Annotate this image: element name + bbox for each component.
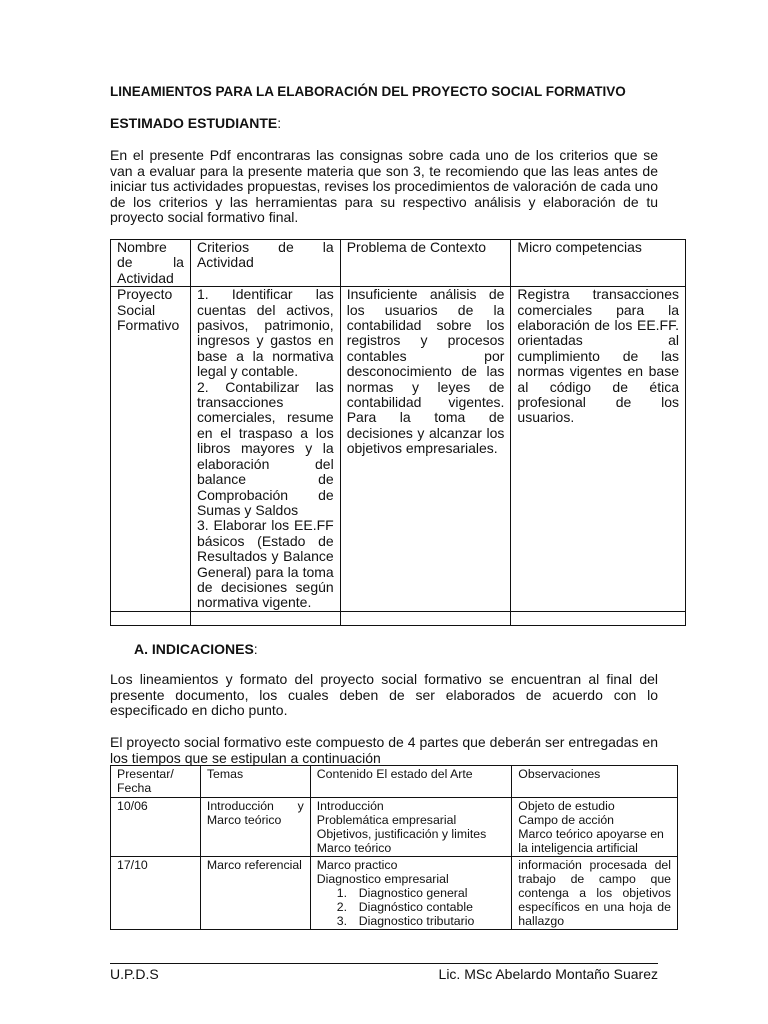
footer-divider <box>110 963 658 964</box>
content-line: Marco teórico <box>316 841 392 855</box>
guidelines-paragraph: Los lineamientos y formato del proyecto social formativo se encuentran al final del presente documento, los cuales deben de ser elaborados de acuerdo con lo especificado en dicho punto. <box>110 671 658 718</box>
observation-line: Objeto de estudio <box>518 799 615 813</box>
cell-topic: Introducción y Marco teórico <box>200 798 310 857</box>
greeting <box>110 115 281 131</box>
empty-cell <box>111 611 191 625</box>
content-line: Objetivos, justificación y limites <box>316 827 487 841</box>
item-text: Diagnostico general <box>358 886 468 900</box>
cell-topic: Marco referencial <box>200 857 310 930</box>
content-line: Problemática empresarial <box>316 813 457 827</box>
cell-criteria <box>190 287 340 612</box>
item-text: Diagnóstico contable <box>358 900 473 914</box>
cell-date: 10/06 <box>111 798 201 857</box>
parts-paragraph: El proyecto social formativo este compuesto de 4 partes que deberán ser entregadas en los tiempos que se estipulan a continuación <box>110 734 658 766</box>
observation-line: Campo de acción <box>518 813 614 827</box>
intro-paragraph: En el presente Pdf encontraras las consignas sobre cada uno de los criterios que se van a evaluar para la presente materia que son 3, te recomiendo que las leas antes de iniciar tus actividades propuestas, revises los procedimientos de valoración de cada uno de los criterios y las herramientas para su respectivo análisis y elaboración de tu proyecto social formativo final. <box>110 147 658 225</box>
header-observations: Observaciones <box>512 766 678 798</box>
cell-problem: Insuficiente análisis de los usuarios de la contabilidad sobre los registros y procesos contables por desconocimiento de las normas y leyes de contabilidad vigentes. Para la toma de decisiones y alcanzar los objetivos empresariales. <box>340 287 511 612</box>
content-line: Marco practico <box>316 858 398 872</box>
empty-cell <box>190 611 340 625</box>
table-row <box>111 857 678 930</box>
schedule-header-row <box>111 766 678 798</box>
section-label: A. INDICACIONES <box>134 641 254 657</box>
header-date: Presentar/ Fecha <box>111 766 201 798</box>
item-number: 1. <box>336 886 348 900</box>
section-colon: : <box>253 641 258 657</box>
table-empty-row <box>111 611 686 625</box>
greeting-label: ESTIMADO ESTUDIANTE <box>110 115 278 131</box>
footer-institution: U.P.D.S <box>110 966 159 982</box>
content-line: Diagnostico empresarial <box>316 872 449 886</box>
observation-line: Marco teórico apoyarse en la inteligencia artificial <box>518 827 664 855</box>
numbered-item <box>317 886 506 900</box>
content-line: Introducción <box>316 799 384 813</box>
cell-date: 17/10 <box>111 857 201 930</box>
criteria-item: 1. Identificar las cuentas del activos, pasivos, patrimonio, ingresos y gastos en base a la normativa legal y contable. <box>196 286 334 380</box>
item-number: 3. <box>336 914 348 928</box>
header-problem: Problema de Contexto <box>340 240 511 287</box>
schedule-table <box>110 765 678 930</box>
header-micro: Micro competencias <box>511 240 686 287</box>
criteria-table <box>110 239 686 626</box>
document-title: LINEAMIENTOS PARA LA ELABORACIÓN DEL PROYECTO SOCIAL FORMATIVO <box>110 84 626 99</box>
header-criteria: Criterios de la Actividad <box>190 240 340 287</box>
numbered-item <box>317 914 506 928</box>
cell-content <box>310 857 512 930</box>
table-row <box>111 798 678 857</box>
greeting-colon: : <box>277 115 282 131</box>
empty-cell <box>511 611 686 625</box>
header-content: Contenido El estado del Arte <box>310 766 512 798</box>
table-header-row <box>111 240 686 287</box>
cell-observations <box>512 798 678 857</box>
cell-content <box>310 798 512 857</box>
cell-activity: Proyecto Social Formativo <box>111 287 191 612</box>
item-number: 2. <box>336 900 348 914</box>
table-row <box>111 287 686 612</box>
criteria-item: 3. Elaborar los EE.FF básicos (Estado de Resultados y Balance General) para la toma de decisiones según normativa vigente. <box>196 517 334 611</box>
cell-observations: información procesada del trabajo de campo que contenga a los objetivos específicos en una hoja de hallazgo <box>512 857 678 930</box>
item-text: Diagnostico tributario <box>358 914 475 928</box>
criteria-item: 2. Contabilizar las transacciones comerciales, resume en el traspaso a los libros mayores y la elaboración del balance de Comprobación de Sumas y Saldos <box>196 378 334 518</box>
header-topics: Temas <box>200 766 310 798</box>
section-heading <box>134 641 258 657</box>
cell-micro: Registra transacciones comerciales para la elaboración de los EE.FF. orientadas al cumplimiento de las normas vigentes en base al código de ética profesional de los usuarios. <box>511 287 686 612</box>
numbered-item <box>317 900 506 914</box>
header-activity: Nombre de la Actividad <box>111 240 191 287</box>
footer-author: Lic. MSc Abelardo Montaño Suarez <box>438 966 658 982</box>
empty-cell <box>340 611 511 625</box>
